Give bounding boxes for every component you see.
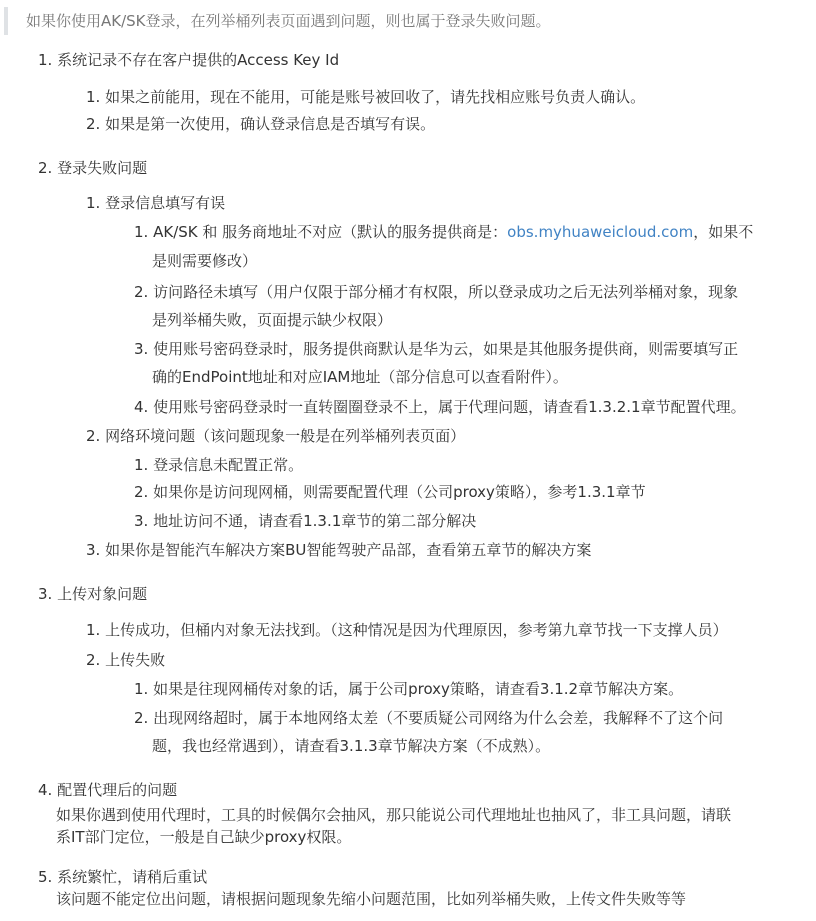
list-item-text: 确的EndPoint地址和对应IAM地址（部分信息可以查看附件）。 (152, 368, 568, 386)
list-item-text: 是列举桶失败，页面提示缺少权限） (152, 311, 393, 329)
list-number: 2. (38, 159, 53, 177)
list-number: 2. (134, 709, 149, 727)
list-number: 2. (86, 651, 101, 669)
list-number: 1. (86, 194, 101, 212)
list-item-text: 如果是往现网桶传对象的话，属于公司proxy策略，请查看3.1.2章节解决方案。 (153, 680, 684, 698)
list-number: 1. (38, 51, 53, 69)
blockquote-text: 如果你使用AK/SK登录，在列举桶列表页面遇到问题，则也属于登录失败问题。 (26, 12, 551, 30)
list-item-text: 登录信息未配置正常。 (153, 456, 304, 474)
list-item-text: 使用账号密码登录时一直转圈圈登录不上，属于代理问题，请查看1.3.2.1章节配置代理。 (153, 398, 746, 416)
list-item (86, 193, 225, 213)
paragraph-text: 系IT部门定位，一般是自己缺少proxy权限。 (56, 828, 352, 846)
list-number: 1. (86, 88, 101, 106)
section-5-heading (38, 867, 207, 887)
section-1-heading (38, 50, 339, 70)
list-item-continuation (152, 251, 257, 271)
list-item (134, 222, 753, 242)
list-number: 3. (134, 512, 149, 530)
section-4-heading (38, 780, 177, 800)
list-number: 4. (38, 781, 53, 799)
list-number: 1. (134, 680, 149, 698)
section-3-heading (38, 584, 147, 604)
list-item (86, 620, 728, 640)
list-item-text: 上传失败 (105, 651, 166, 669)
section-title: 配置代理后的问题 (57, 781, 178, 799)
list-number: 2. (86, 115, 101, 133)
list-item-text: 如果是第一次使用，确认登录信息是否填写有误。 (105, 115, 436, 133)
section-2-heading (38, 158, 147, 178)
list-item (86, 114, 435, 134)
list-item-continuation (152, 310, 392, 330)
list-item-text: 登录信息填写有误 (105, 194, 226, 212)
list-item (134, 455, 303, 475)
list-item-text: 如果之前能用，现在不能用，可能是账号被回收了，请先找相应账号负责人确认。 (105, 88, 646, 106)
list-number: 2. (134, 283, 149, 301)
paragraph (56, 827, 351, 847)
list-item-text: 使用账号密码登录时，服务提供商默认是华为云，如果是其他服务提供商，则需要填写正 (153, 340, 739, 358)
obs-endpoint-link[interactable]: obs.myhuaweicloud.com (507, 223, 694, 241)
list-item-text: 网络环境问题（该问题现象一般是在列举桶列表页面） (105, 427, 466, 445)
list-number: 3. (86, 541, 101, 559)
paragraph-text: 如果你遇到使用代理时，工具的时候偶尔会抽风，那只能说公司代理地址也抽风了，非工具问题，请联 (56, 806, 732, 824)
list-item (86, 426, 465, 446)
list-item-text: 上传成功，但桶内对象无法找到。（这种情况是因为代理原因，参考第九章节找一下支撑人员） (105, 621, 728, 639)
list-item-text: 地址访问不通，请查看1.3.1章节的第二部分解决 (153, 512, 477, 530)
paragraph (56, 889, 686, 909)
list-number: 1. (134, 456, 149, 474)
list-item-text: 出现网络超时，属于本地网络太差（不要质疑公司网络为什么会差，我解释不了这个问 (153, 709, 724, 727)
section-title: 系统记录不存在客户提供的Access Key Id (57, 51, 340, 69)
list-item (134, 708, 723, 728)
section-title: 登录失败问题 (57, 159, 148, 177)
list-item-text: 题，我也经常遇到），请查看3.1.3章节解决方案（不成熟）。 (152, 737, 551, 755)
list-number: 4. (134, 398, 149, 416)
list-item-continuation (152, 736, 550, 756)
list-number: 2. (86, 427, 101, 445)
list-item-text: AK/SK 和 服务商地址不对应（默认的服务提供商是： (153, 223, 508, 241)
list-item-text: ，如果不 (693, 223, 754, 241)
list-number: 3. (134, 340, 149, 358)
list-item-text: 访问路径未填写（用户仅限于部分桶才有权限，所以登录成功之后无法列举桶对象，现象 (153, 283, 739, 301)
list-item-text: 如果你是智能汽车解决方案BU智能驾驶产品部，查看第五章节的解决方案 (105, 541, 592, 559)
list-item (134, 511, 476, 531)
list-item (134, 282, 738, 302)
paragraph (56, 805, 731, 825)
list-item-text: 是则需要修改） (152, 252, 258, 270)
list-item (86, 650, 165, 670)
list-item-text: 如果你是访问现网桶，则需要配置代理（公司proxy策略），参考1.3.1章节 (153, 483, 646, 501)
blockquote (4, 7, 551, 35)
list-number: 2. (134, 483, 149, 501)
paragraph-text: 该问题不能定位出问题，请根据问题现象先缩小问题范围，比如列举桶失败，上传文件失败等等 (56, 890, 687, 908)
list-number: 3. (38, 585, 53, 603)
section-title: 系统繁忙，请稍后重试 (57, 868, 208, 886)
list-item (134, 397, 746, 417)
list-item (86, 87, 645, 107)
section-title: 上传对象问题 (57, 585, 148, 603)
list-item (86, 540, 591, 560)
list-item-continuation (152, 367, 568, 387)
list-number: 1. (86, 621, 101, 639)
list-item (134, 679, 683, 699)
list-number: 5. (38, 868, 53, 886)
list-item (134, 339, 738, 359)
list-item (134, 482, 646, 502)
list-number: 1. (134, 223, 149, 241)
